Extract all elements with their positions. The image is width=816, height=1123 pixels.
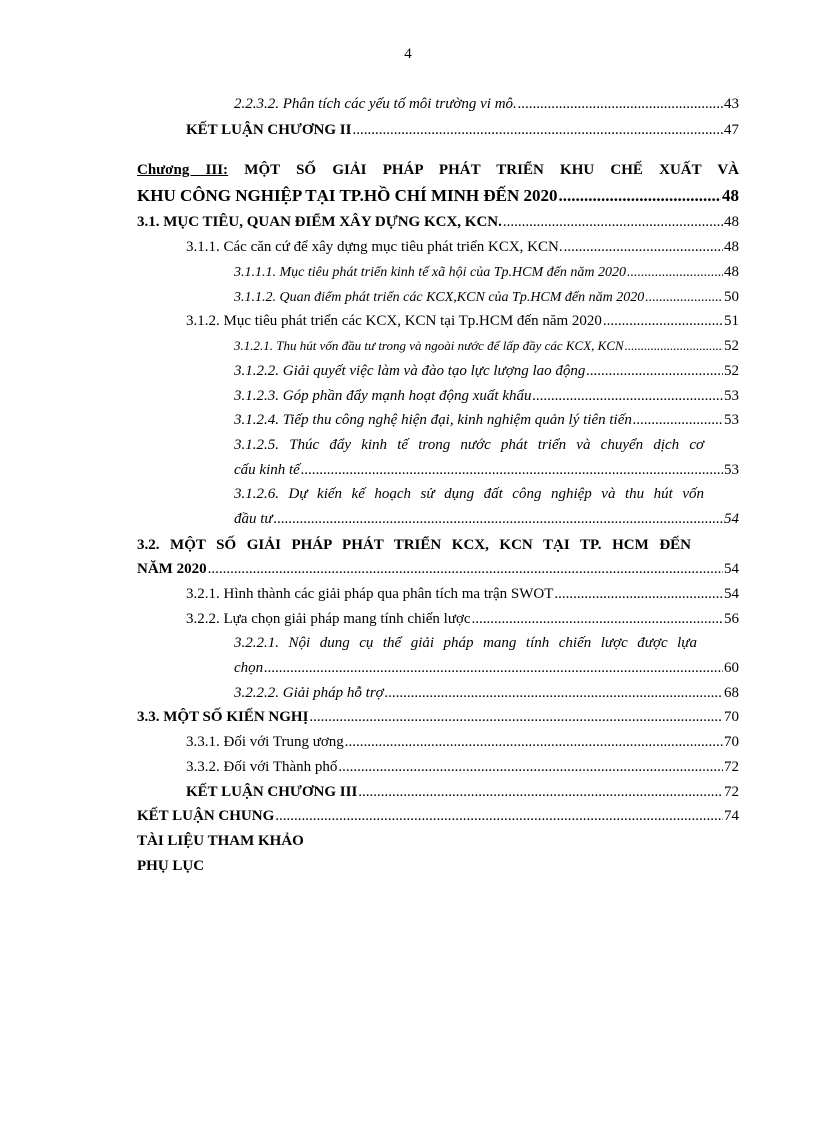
toc-entry[interactable] [234,336,739,356]
toc-entry-title: KẾT LUẬN CHUNG [137,808,275,824]
toc-entry-title: đầu tư [234,511,273,527]
toc-entry[interactable] [186,609,739,629]
toc-entry[interactable] [186,120,739,140]
toc-entry-line1[interactable]: 3.2. MỘT SỐ GIẢI PHÁP PHÁT TRIỂN KCX, KCN TẠI TP. HCM ĐẾN [137,537,691,553]
toc-entry[interactable] [137,212,739,232]
toc-leader [633,410,723,430]
page-number: 4 [404,46,412,62]
toc-entry-page: 53 [724,462,739,478]
toc-entry-title: 3.1.2.4. Tiếp thu công nghệ hiện đại, kinh nghiệm quản lý tiên tiến [234,412,632,428]
toc-leader [554,584,723,604]
toc-entry-title: 3.1.2.3. Góp phần đẩy mạnh hoạt động xuất khẩu [234,388,532,404]
toc-entry-page: 74 [724,808,739,824]
toc-entry[interactable] [234,509,739,529]
toc-entry-page: 48 [724,239,739,255]
toc-entry-page: 54 [724,511,739,527]
toc-entry-page: 48 [724,214,739,230]
toc-leader [275,806,723,826]
toc-leader [625,336,723,356]
toc-entry-line1[interactable]: 3.1.2.6. Dự kiến kế hoạch sử dụng đất công nghiệp và thu hút vốn [234,486,704,502]
toc-entry[interactable] [234,460,739,480]
toc-leader [338,757,723,777]
toc-entry-title: chọn [234,660,264,676]
toc-leader [301,460,723,480]
toc-entry-title: 3.1.2.2. Giải quyết việc làm và đào tạo lực lượng lao động [234,363,586,379]
toc-entry-title: 3.2.2. Lựa chọn giải pháp mang tính chiến lược [186,611,471,627]
toc-entry-page: 68 [724,685,739,701]
toc-leader [309,707,723,727]
toc-leader [352,120,723,140]
toc-leader [264,658,723,678]
toc-leader [345,732,723,752]
toc-leader [208,559,723,579]
toc-entry-title: KẾT LUẬN CHƯƠNG III [186,784,358,800]
toc-entry-page: 70 [724,734,739,750]
toc-leader [472,609,723,629]
toc-entry-page: 54 [724,561,739,577]
toc-entry-title: 2.2.3.2. Phân tích các yếu tố môi trường vi mô. [234,96,517,112]
toc-entry-title: 3.1.1. Các căn cứ để xây dựng mục tiêu phát triển KCX, KCN. [186,239,563,255]
toc-entry-page: 60 [724,660,739,676]
toc-entry-page: 47 [724,122,739,138]
toc-entry[interactable] [234,262,739,283]
toc-entry-line1[interactable]: 3.1.2.5. Thúc đẩy kinh tế trong nước phát triển và chuyển dịch cơ [234,437,704,453]
toc-entry[interactable] [186,311,739,331]
toc-entry[interactable] [234,683,739,703]
toc-leader [603,311,723,331]
toc-entry-title: 3.1.2. Mục tiêu phát triển các KCX, KCN tại Tp.HCM đến năm 2020 [186,313,602,329]
toc-entry-page: 48 [722,186,739,205]
toc-entry[interactable] [186,584,739,604]
toc-entry[interactable] [234,658,739,678]
toc-entry[interactable] [234,386,739,406]
toc-entry-page: 54 [724,586,739,602]
toc-entry-page: 43 [724,96,739,112]
toc-entry[interactable] [186,757,739,777]
toc-entry[interactable] [137,806,739,826]
toc-leader [559,186,722,206]
toc-leader [518,94,723,114]
toc-leader [627,263,723,283]
toc-entry[interactable] [186,732,739,752]
chapter-title-line1: MỘT SỐ GIẢI PHÁP PHÁT TRIỂN KHU CHẾ XUẤT VÀ [244,162,739,178]
toc-entry-page: 70 [724,709,739,725]
chapter-label: Chương III: [137,162,229,178]
toc-entry-title: KẾT LUẬN CHƯƠNG II [186,122,352,138]
toc-entry-title: 3.1.2.1. Thu hút vốn đầu tư trong và ngoài nước để lấp đầy các KCX, KCN [234,338,624,353]
toc-leader [564,237,723,257]
toc-entry-page: 56 [724,611,739,627]
chapter-title-line2: KHU CÔNG NGHIỆP TẠI TP.HỒ CHÍ MINH ĐẾN 2020 [137,186,558,205]
toc-entry-page: 72 [724,784,739,800]
toc-entry[interactable] [234,287,739,308]
toc-leader [645,288,723,308]
toc-entry[interactable] [137,186,739,206]
toc-entry-references[interactable]: TÀI LIỆU THAM KHẢO [137,833,304,849]
toc-entry-page: 50 [724,289,739,305]
toc-entry-page: 52 [724,363,739,379]
toc-leader [358,782,723,802]
toc-entry-page: 53 [724,388,739,404]
toc-entry-title: 3.1.1.1. Mục tiêu phát triển kinh tế xã hội của Tp.HCM đến năm 2020 [234,265,626,280]
toc-entry-title: cấu kinh tế [234,462,300,478]
toc-entry[interactable] [234,94,739,114]
toc-entry-title: 3.2.2.2. Giải pháp hỗ trợ [234,685,384,701]
toc-entry[interactable] [137,559,739,579]
toc-entry-page: 53 [724,412,739,428]
toc-leader [385,683,723,703]
toc-entry[interactable] [186,782,739,802]
toc-entry-line1[interactable]: 3.2.2.1. Nội dung cụ thể giải pháp mang tính chiến lược được lựa [234,635,697,651]
toc-entry-title: 3.3.1. Đối với Trung ương [186,734,344,750]
toc-entry[interactable] [137,707,739,727]
toc-entry-title: 3.3. MỘT SỐ KIẾN NGHỊ [137,709,309,725]
toc-leader [532,386,723,406]
toc-entry-appendix[interactable]: PHỤ LỤC [137,858,205,874]
toc-leader [274,509,723,529]
toc-entry[interactable] [186,237,739,257]
toc-entry-title: 3.3.2. Đối với Thành phố [186,759,338,775]
toc-chapter-heading[interactable] [137,160,739,180]
toc-entry-title: 3.1.1.2. Quan điểm phát triển các KCX,KCN của Tp.HCM đến năm 2020 [234,290,645,305]
toc-entry[interactable] [234,361,739,381]
toc-entry-title: NĂM 2020 [137,561,207,577]
toc-entry-title: 3.1. MỤC TIÊU, QUAN ĐIỂM XÂY DỰNG KCX, KCN. [137,214,502,230]
toc-entry-page: 48 [724,264,739,280]
toc-entry-page: 52 [724,338,739,354]
toc-entry-page: 72 [724,759,739,775]
toc-entry[interactable] [234,410,739,430]
toc-entry-title: 3.2.1. Hình thành các giải pháp qua phân tích ma trận SWOT [186,586,554,602]
toc-leader [586,361,723,381]
toc-leader [503,212,723,232]
toc-entry-page: 51 [724,313,739,329]
